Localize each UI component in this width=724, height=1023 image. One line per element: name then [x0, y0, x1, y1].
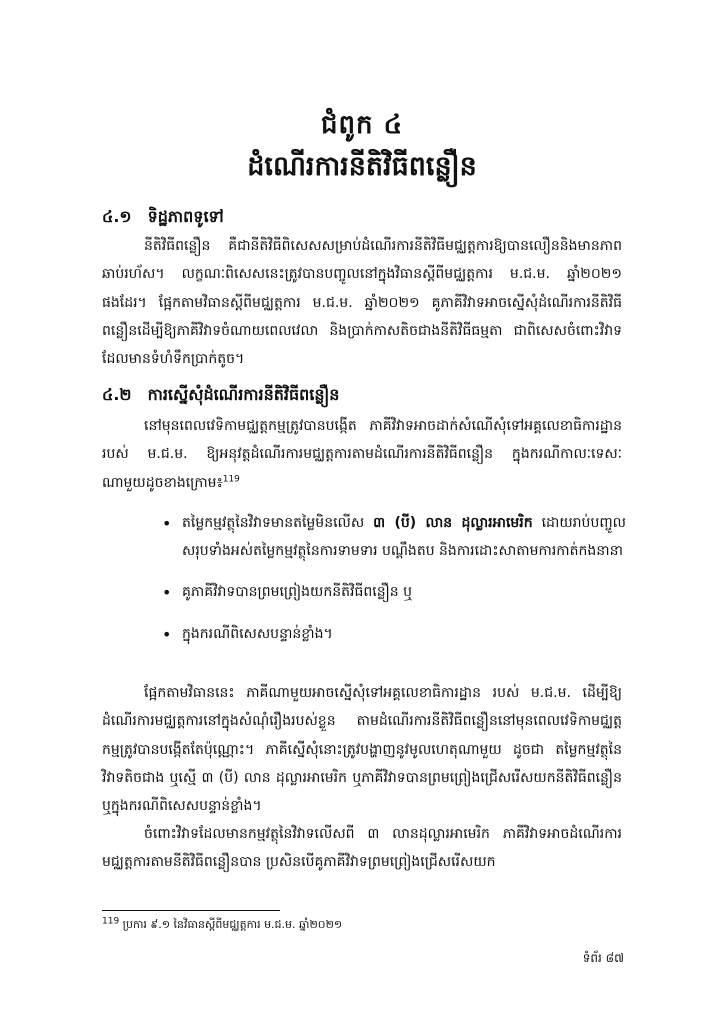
- footnote: [102, 918, 622, 934]
- footnote-number: 119: [102, 916, 120, 927]
- footnote-reference: 119: [222, 473, 240, 484]
- section-title: ការស្នើសុំដំណើរការនីតិវិធីពន្លឿន: [147, 385, 340, 404]
- list-item: [160, 510, 626, 565]
- chapter-number: ជំពូក ៤: [321, 110, 403, 140]
- list-item: • គូភាគីវិវាទបានព្រមព្រៀងយកនីតិវិធីពន្លឿន ឬ: [160, 579, 626, 607]
- footnote-divider: [102, 910, 280, 911]
- amount-emphasis: ៣ (បី) លាន ដុល្លារអាមេរិក: [373, 515, 533, 531]
- footnote-text: ប្រការ ៩.១ នៃវិធានស្តីពីមជ្ឈត្តការ ម.ជ.ម. ឆ្នាំ២០២១: [119, 918, 343, 931]
- section-heading-4-2: [102, 384, 339, 408]
- section-heading-4-1: [102, 206, 224, 230]
- list-item-text: តម្លៃកម្មវត្ថុនៃវិវាទមានតម្លៃមិនលើស: [182, 515, 374, 531]
- section-number: ៤.២: [102, 385, 132, 404]
- section-number: ៤.១: [102, 207, 132, 226]
- list-item: • ក្នុងករណីពិសេសបន្ទាន់ខ្លាំង។: [160, 621, 626, 649]
- conditions-list: [160, 510, 626, 662]
- request-intro-paragraph: [102, 412, 622, 497]
- overview-paragraph: នីតិវិធីពន្លឿន គឺជានីតិវិធីពិសេសសម្រាប់ដំណើរការនីតិវិធីមជ្ឈត្តការឱ្យបានលឿននិងមានភាពឆាប់រហ័ស។ លក្ខណៈពិសេសនេះត្រូវបានបញ្ចូលនៅក្នុងវិធានស្តីពីមជ្ឈត្តការ ម.ជ.ម. ឆ្នាំ២០២១ ផងដែរ។ ផ្អែកតាមវិធានស្តីពីមជ្ឈត្តការ ម.ជ.ម. ឆ្នាំ២០២១ គូភាគីវិវាទអាចស្នើសុំដំណើរការនីតិវិធីពន្លឿនដើម្បីឱ្យភាគីវិវាទចំណាយពេលវេលា និងប្រាក់កាសតិចជាងនីតិវិធីធម្មតា ជាពិសេសចំពោះវិវាទដែលមានទំហំទឹកប្រាក់តូច។: [102, 238, 622, 368]
- list-item-text: ដោយរាប់បញ្ចូលសរុបទាំងអស់តម្លៃកម្មវត្ថុនៃការទាមទារ បណ្តឹងតប និងការដោះសាតាមការកាត់កងនានា: [182, 515, 626, 559]
- chapter-title: ដំណើរការនីតិវិធីពន្លឿន: [247, 151, 477, 182]
- intro-text: នៅមុនពេលវេទិកាមជ្ឈត្តកម្មត្រូវបានបង្កើត ភាគីវិវាទអាចដាក់សំណើសុំទៅអគ្គលេខាធិការដ្ឋាន របស់ ម.ជ.ម. ឱ្យអនុវត្តដំណើរការមជ្ឈត្តការតាមដំណើរការនីតិវិធីពន្លឿន ក្នុងករណីកាលៈទេសៈណាមួយដូចខាងក្រោម៖: [102, 418, 622, 491]
- rule-paragraph: ផ្អែកតាមវិធាននេះ ភាគីណាមួយអាចស្នើសុំទៅអគ្គលេខាធិការដ្ឋាន របស់ ម.ជ.ម. ដើម្បីឱ្យដំណើរការមជ្ឈត្តការនៅក្នុងសំណុំរឿងរបស់ខ្លួន តាមដំណើរការនីតិវិធីពន្លឿននៅមុនពេលវេទិកាមជ្ឈត្តកម្មត្រូវបានបង្កើតតែប៉ុណ្ណោះ។ ភាគីស្នើសុំនោះត្រូវបង្ហាញនូវមូលហេតុណាមួយ ដូចជា តម្លៃកម្មវត្ថុនៃវិវាទតិចជាង ឬស្មើ ៣ (បី) លាន ដុល្លារអាមេរិក ឬភាគីវិវាទបានព្រមព្រៀងជ្រើសរើសយកនីតិវិធីពន្លឿន ឬក្នុងករណីពិសេសបន្ទាន់ខ្លាំង។: [102, 685, 622, 815]
- page-number: ទំព័រ ៨៧: [582, 951, 624, 965]
- section-title: ទិដ្ឋភាពទូទៅ: [147, 207, 224, 226]
- high-value-paragraph: ចំពោះវិវាទដែលមានកម្មវត្ថុនៃវិវាទលើសពី ៣ លានដុល្លារអាមេរិក ភាគីវិវាទអាចដំណើរការមជ្ឈត្តការតាមនីតិវិធីពន្លឿនបាន ប្រសិនបើគូភាគីវិវាទព្រមព្រៀងជ្រើសរើសយក: [102, 826, 622, 871]
